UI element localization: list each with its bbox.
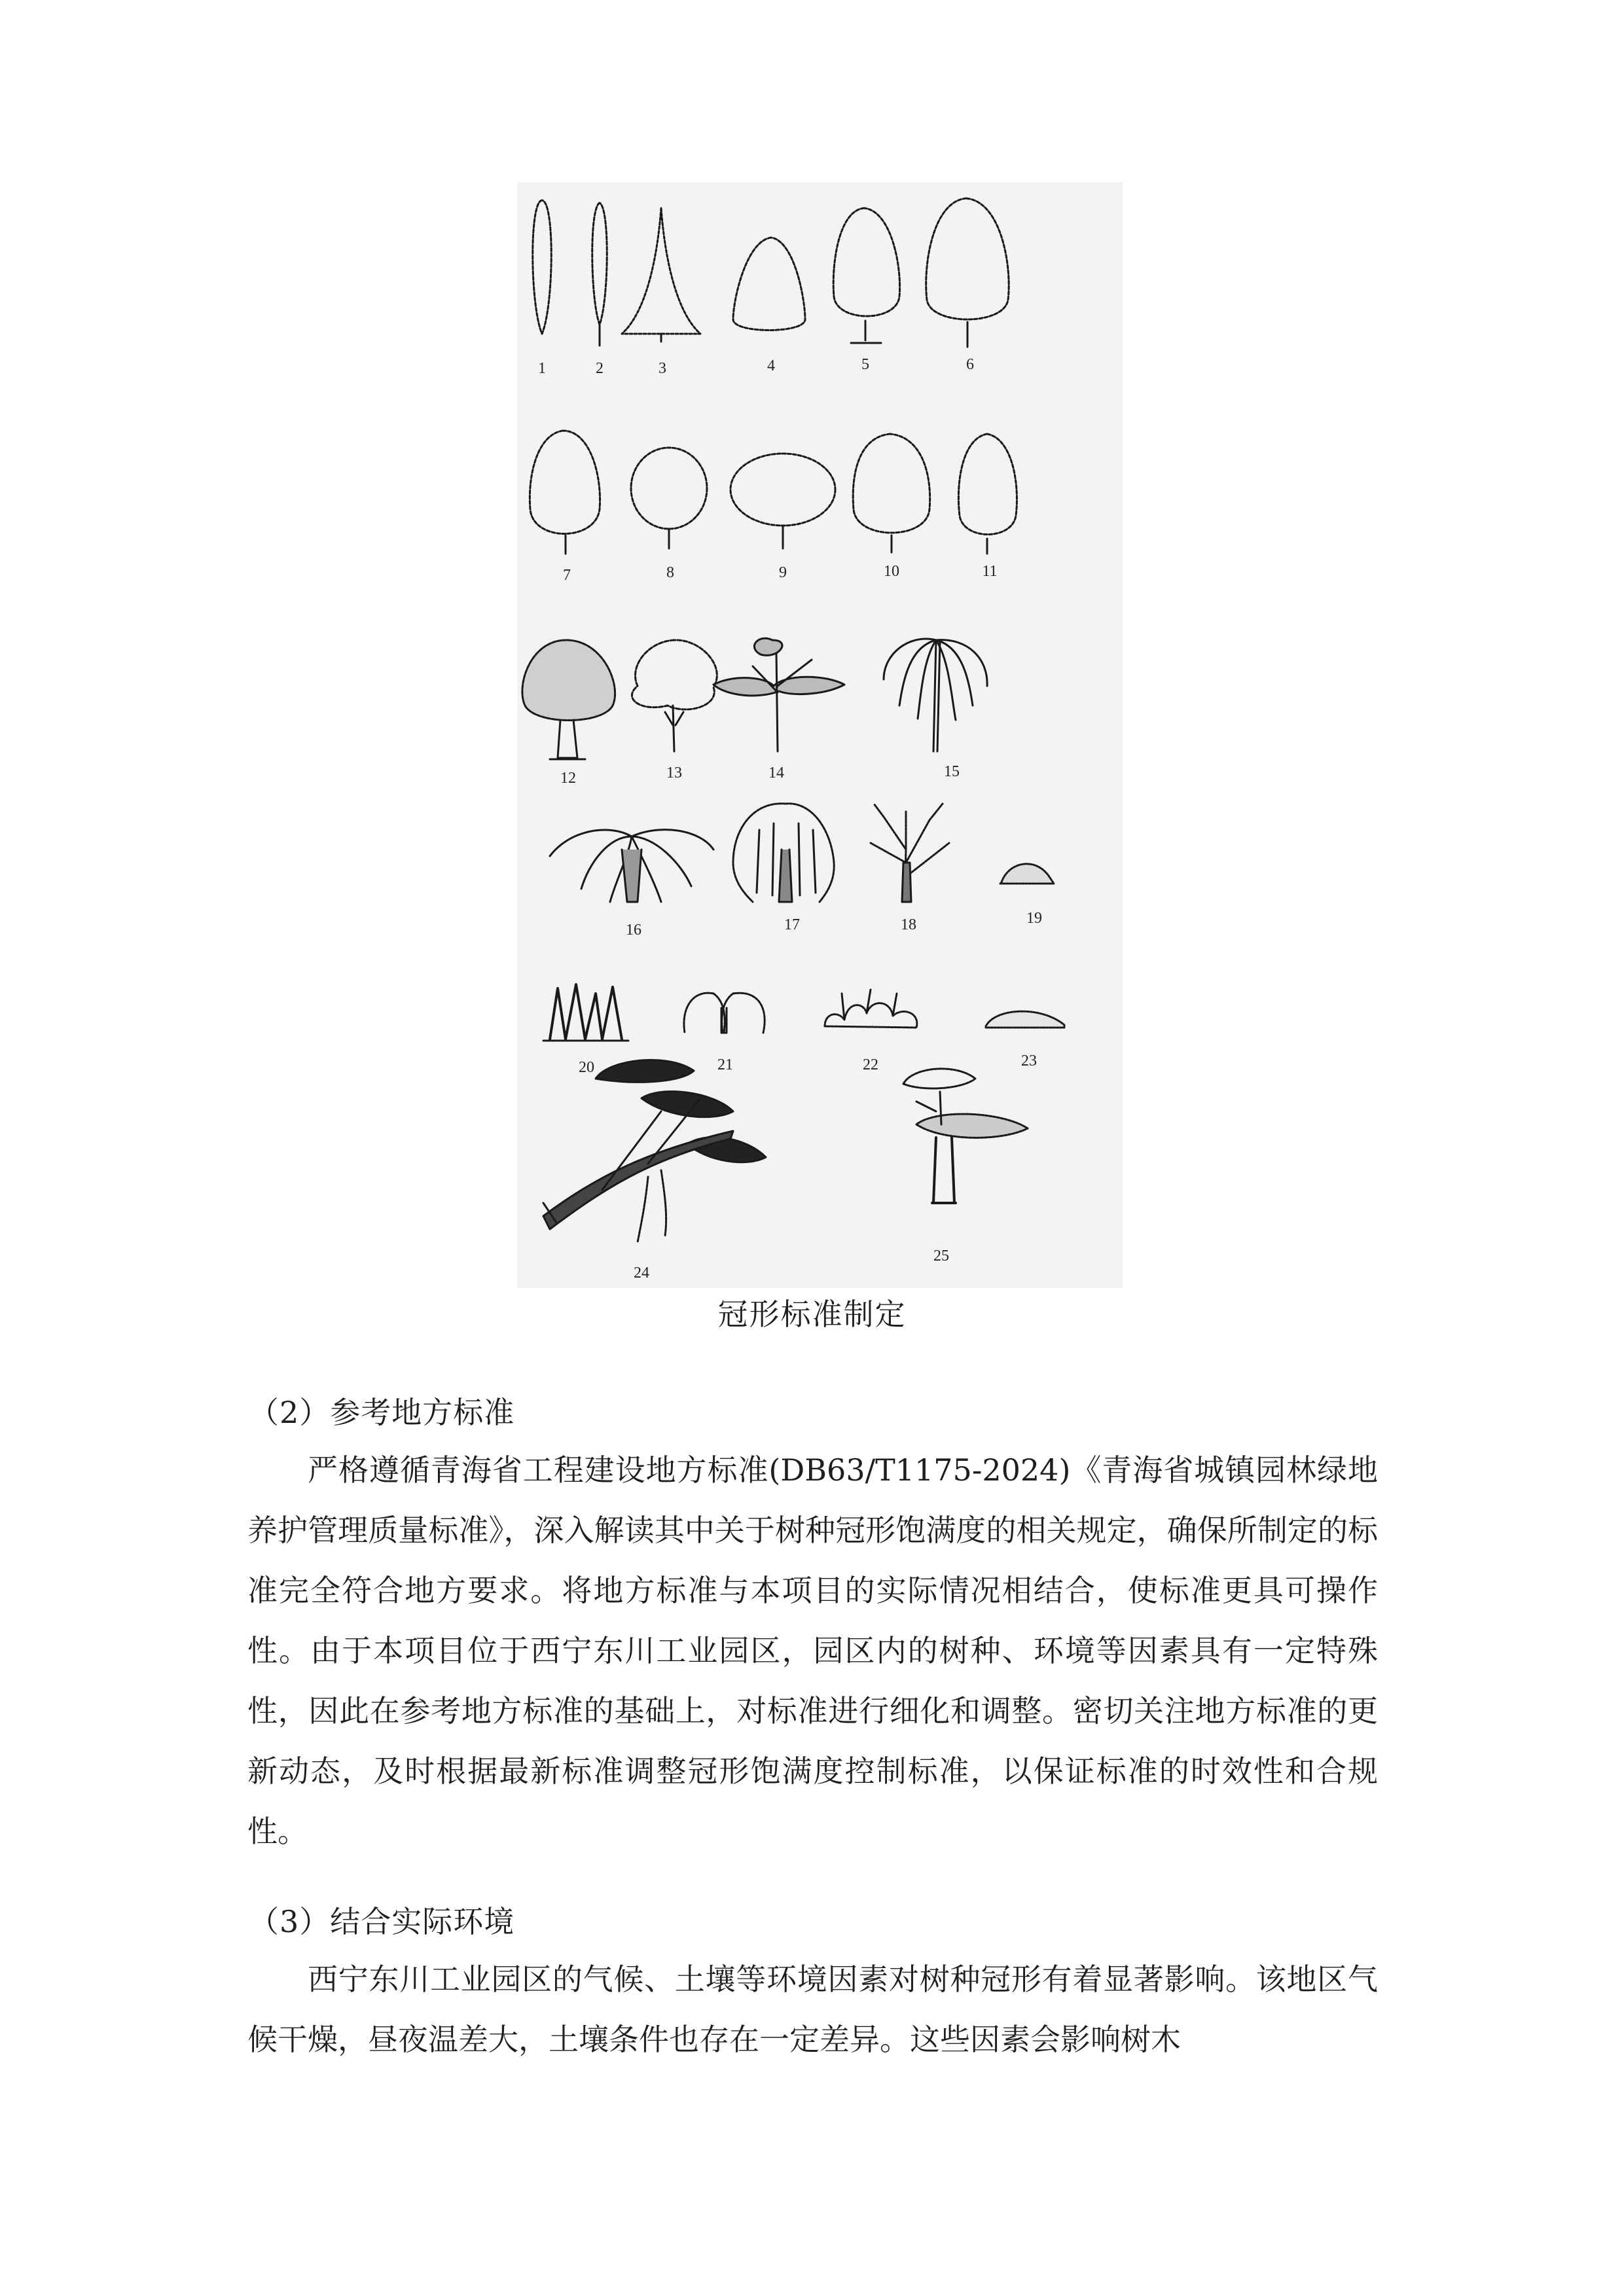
figure-label-25: 25 <box>933 1247 949 1265</box>
figure-label-5: 5 <box>861 356 869 373</box>
tree-shape-17 <box>733 804 834 902</box>
tree-shape-9 <box>731 454 835 548</box>
tree-shape-1 <box>533 200 552 334</box>
tree-shape-13 <box>632 640 717 751</box>
tree-shape-19 <box>1000 864 1054 884</box>
figure-label-19: 19 <box>1026 910 1042 927</box>
tree-shape-4 <box>733 238 805 331</box>
figure-label-24: 24 <box>634 1265 649 1282</box>
tree-shape-6 <box>926 198 1009 347</box>
tree-shape-11 <box>958 434 1017 554</box>
figure-label-2: 2 <box>596 360 604 377</box>
tree-shape-14 <box>713 638 844 751</box>
figure-label-13: 13 <box>666 764 682 781</box>
figure-label-1: 1 <box>538 360 546 377</box>
tree-shape-8 <box>631 448 707 548</box>
tree-shape-10 <box>853 434 929 552</box>
figure-label-18: 18 <box>901 916 916 933</box>
tree-shape-25 <box>903 1069 1028 1203</box>
tree-shape-2 <box>592 203 607 346</box>
figure-label-3: 3 <box>659 360 666 377</box>
figure-label-7: 7 <box>563 567 571 584</box>
figure-caption: 冠形标准制定 <box>717 1297 907 1332</box>
figure-label-22: 22 <box>863 1056 878 1073</box>
tree-shape-3 <box>622 208 700 342</box>
tree-shape-23 <box>986 1011 1064 1028</box>
tree-shape-15 <box>884 639 987 751</box>
tree-shape-5 <box>833 208 899 343</box>
tree-shape-24 <box>543 1060 766 1242</box>
figure-label-10: 10 <box>884 563 899 580</box>
section-heading-local-standard: （2）参考地方标准 <box>249 1395 515 1430</box>
section-paragraph-local-standard: 严格遵循青海省工程建设地方标准(DB63/T1175-2024)《青海省城镇园林绿地养护管理质量标准》，深入解读其中关于树种冠形饱满度的相关规定，确保所制定的标准完全符合地方要求。将地方标准与本项目的实际情况相结合，使标准更具可操作性。由于本项目位于西宁东川工业园区，园区内的树种、环境等因素具有一定特殊性，因此在参考地方标准的基础上，对标准进行细化和调整。密切关注地方标准的更新动态，及时根据最新标准调整冠形饱满度控制标准，以保证标准的时效性和合规性。 <box>247 1452 1378 1849</box>
figure-label-23: 23 <box>1021 1052 1037 1069</box>
figure-label-6: 6 <box>966 356 974 373</box>
tree-shape-18 <box>871 804 949 902</box>
tree-shape-22 <box>825 990 917 1028</box>
figure-label-15: 15 <box>944 763 960 780</box>
figure-label-17: 17 <box>784 916 800 933</box>
figure-label-21: 21 <box>717 1056 733 1073</box>
tree-crown-shapes-figure <box>517 182 1123 1288</box>
tree-shape-20 <box>543 984 628 1041</box>
tree-shape-21 <box>684 993 765 1033</box>
section-paragraph-actual-environment: 西宁东川工业园区的气候、土壤等环境因素对树种冠形有着显著影响。该地区气候干燥，昼夜温差大，土壤条件也存在一定差异。这些因素会影响树木 <box>247 1962 1378 2057</box>
figure-label-8: 8 <box>666 564 674 581</box>
figure-label-9: 9 <box>779 564 787 581</box>
tree-shape-16 <box>550 830 713 902</box>
figure-label-12: 12 <box>560 770 576 787</box>
figure-label-16: 16 <box>626 922 641 939</box>
figure-label-11: 11 <box>982 563 998 580</box>
section-heading-actual-environment: （3）结合实际环境 <box>249 1904 515 1939</box>
figure-label-4: 4 <box>767 357 775 374</box>
figure-label-20: 20 <box>579 1059 594 1076</box>
tree-shape-12 <box>522 640 615 759</box>
tree-shape-7 <box>530 431 600 554</box>
figure-label-14: 14 <box>768 764 784 781</box>
